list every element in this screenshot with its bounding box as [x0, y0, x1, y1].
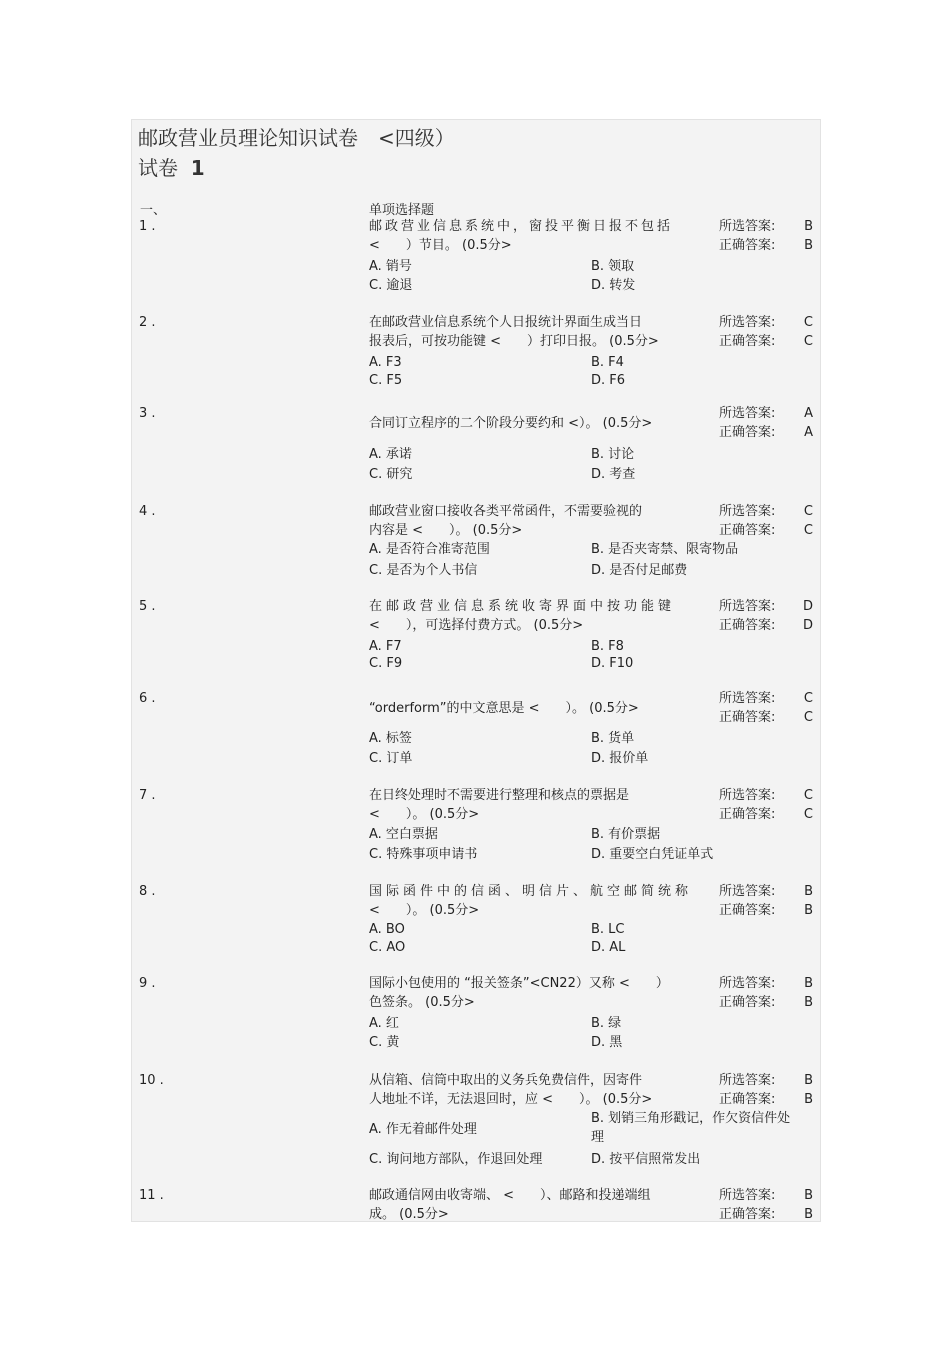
correct-answer: C	[803, 523, 813, 538]
option-d: D. 按平信照常发出	[591, 1152, 701, 1167]
option-b: B. 是否夹寄禁、限寄物品	[591, 542, 739, 557]
question-number: 1 .	[139, 219, 156, 234]
question-stem: 合同订立程序的二个阶段分要约和 <）。 (0.5分>	[369, 416, 653, 431]
option-b: B. F4	[591, 355, 624, 370]
option-c: C. 订单	[369, 751, 413, 766]
question-number: 2 .	[139, 315, 156, 330]
question-stem: 国际函件中的信函、明信片、航空邮简统称 < ）。 (0.5分>	[369, 884, 693, 918]
selected-answer: C	[803, 691, 813, 706]
correct-answer: C	[803, 807, 813, 822]
option-a: A. 是否符合准寄范围	[369, 542, 490, 557]
answer-block: 所选答案: C 正确答案: C	[719, 315, 813, 349]
option-c: C. 研究	[369, 467, 413, 482]
option-d: D. 考查	[591, 467, 636, 482]
question-number: 9 .	[139, 976, 156, 991]
option-a: A. BO	[369, 922, 405, 937]
option-d: D. F6	[591, 373, 626, 388]
answer-block: 所选答案: C 正确答案: C	[719, 691, 813, 725]
option-d: D. 重要空白凭证单式	[591, 847, 714, 862]
option-b: B. F8	[591, 639, 624, 654]
question-number: 5 .	[139, 599, 156, 614]
question-stem: 邮政营业窗口接收各类平常函件，不需要验视的 内容是 < ）。 (0.5分>	[369, 504, 643, 538]
question-number: 4 .	[139, 504, 156, 519]
option-a: A. 红	[369, 1016, 399, 1031]
option-b: B. 有价票据	[591, 827, 661, 842]
option-c: C. 逾退	[369, 278, 413, 293]
answer-block: 所选答案: B 正确答案: B	[719, 1073, 813, 1107]
option-d: D. F10	[591, 656, 634, 671]
correct-answer: C	[803, 334, 813, 349]
option-c: C. 是否为个人书信	[369, 563, 478, 578]
correct-answer: B	[804, 1092, 813, 1107]
question-stem: 国际小包使用的 “报关签条”<CN22）又称 < ） 色签条。 (0.5分>	[369, 976, 669, 1010]
selected-answer: C	[803, 315, 813, 330]
option-a: A. F7	[369, 639, 402, 654]
correct-answer: B	[804, 995, 813, 1010]
option-b: B. 绿	[591, 1016, 622, 1031]
option-d: D. AL	[591, 940, 626, 955]
selected-answer: D	[802, 599, 813, 614]
answer-block: 所选答案: C 正确答案: C	[719, 504, 813, 538]
section-number: 一、	[140, 203, 167, 218]
answer-block: 所选答案: B 正确答案: B	[719, 1188, 813, 1222]
option-c: C. 特殊事项申请书	[369, 847, 478, 862]
answer-block: 所选答案: A 正确答案: A	[719, 406, 813, 440]
option-c: C. 黄	[369, 1035, 400, 1050]
selected-answer: C	[803, 504, 813, 519]
selected-answer: C	[803, 788, 813, 803]
option-a: A. F3	[369, 355, 402, 370]
question-stem: 在邮政营业信息系统个人日报统计界面生成当日 报表后，可按功能键 < ）打印日报。 (0.5分>	[369, 315, 659, 349]
correct-answer: B	[804, 903, 813, 918]
option-a: A. 销号	[369, 259, 412, 274]
question-stem: 邮政通信网由收寄端、 < ）、邮路和投递端组 成。 (0.5分>	[369, 1188, 651, 1222]
selected-answer: B	[804, 1073, 813, 1088]
answer-block: 所选答案: C 正确答案: C	[719, 788, 813, 822]
question-number: 3 .	[139, 406, 156, 421]
paper-label: 试卷 1	[138, 156, 205, 180]
answer-block: 所选答案: B 正确答案: B	[719, 884, 813, 918]
correct-answer: C	[803, 710, 813, 725]
question-number: 7 .	[139, 788, 156, 803]
option-d: D. 黑	[591, 1035, 623, 1050]
question-number: 6 .	[139, 691, 156, 706]
option-b: B. 讨论	[591, 447, 635, 462]
option-a: A. 承诺	[369, 447, 412, 462]
option-b: B. 货单	[591, 731, 635, 746]
option-a: A. 标签	[369, 731, 412, 746]
option-d: D. 报价单	[591, 751, 649, 766]
option-c: C. F5	[369, 373, 403, 388]
selected-answer: A	[804, 406, 813, 421]
section-title: 单项选择题	[369, 203, 435, 218]
question-stem: “orderform”的中文意思是 < ）。 (0.5分>	[369, 701, 639, 716]
answer-block: 所选答案: B 正确答案: B	[719, 976, 813, 1010]
option-b: B. LC	[591, 922, 625, 937]
question-number: 10 .	[139, 1073, 164, 1088]
option-c: C. F9	[369, 656, 403, 671]
question-number: 11 .	[139, 1188, 164, 1203]
correct-answer: A	[804, 425, 813, 440]
selected-answer: B	[804, 884, 813, 899]
option-d: D. 转发	[591, 278, 636, 293]
question-stem: 邮政营业信息系统中，窗投平衡日报不包括 < ）节目。 (0.5分>	[369, 219, 674, 253]
correct-answer: D	[802, 618, 813, 633]
selected-answer: B	[804, 219, 813, 234]
question-number: 8 .	[139, 884, 156, 899]
option-a: A. 空白票据	[369, 827, 438, 842]
option-a: A. 作无着邮件处理	[369, 1122, 477, 1137]
correct-answer: B	[804, 1207, 813, 1222]
question-stem: 在邮政营业信息系统收寄界面中按功能键 < ），可选择付费方式。 (0.5分>	[369, 599, 676, 633]
selected-answer: B	[804, 976, 813, 991]
option-c: C. 询问地方部队，作退回处理	[369, 1152, 543, 1167]
option-c: C. AO	[369, 940, 406, 955]
option-d: D. 是否付足邮费	[591, 563, 688, 578]
correct-answer: B	[804, 238, 813, 253]
exam-sheet	[131, 119, 821, 1222]
answer-block: 所选答案: B 正确答案: B	[719, 219, 813, 253]
option-b: B. 划销三角形戳记，作欠资信件处理	[591, 1111, 791, 1145]
question-stem: 从信箱、信筒中取出的义务兵免费信件，因寄件 人地址不详，无法退回时，应 < ）。 (0.5分>	[369, 1073, 653, 1107]
answer-block: 所选答案: D 正确答案: D	[719, 599, 813, 633]
option-b: B. 领取	[591, 259, 635, 274]
exam-title: 邮政营业员理论知识试卷 <四级）	[138, 126, 455, 150]
question-stem: 在日终处理时不需要进行整理和核点的票据是 < ）。 (0.5分>	[369, 788, 630, 822]
selected-answer: B	[804, 1188, 813, 1203]
